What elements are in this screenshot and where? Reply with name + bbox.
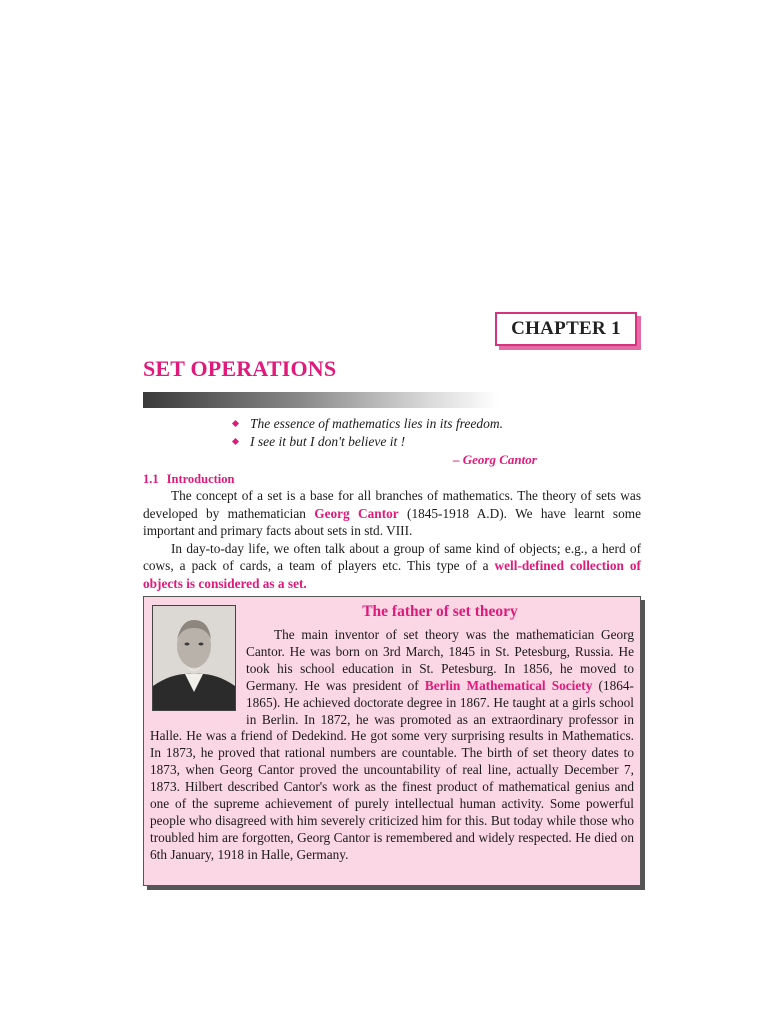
chapter-word: CHAPTER: [511, 318, 607, 339]
text-run: The concept of a set is a base for all branches of mathematics. The theory of sets was developed by mathematician: [143, 488, 641, 521]
intro-paragraph: [143, 487, 641, 540]
diamond-bullet-icon: [232, 420, 239, 427]
text-run: (1845-1918 A.D). We have learnt some important and primary facts about sets in std. VIII.: [143, 505, 641, 538]
highlight-society: Berlin Mathematical Society: [424, 677, 593, 693]
chapter-number: 1: [611, 318, 621, 339]
quote-item: [233, 415, 563, 433]
intro-paragraph: [143, 540, 641, 593]
section-title: Introduction: [166, 472, 235, 486]
text-run: In day-to-day life, we often talk about a group of same kind of objects; e.g., a herd of cows, a pack of cards, a team of players etc. This type of a: [143, 540, 641, 573]
chapter-label: [495, 312, 637, 346]
page-title: SET OPERATIONS: [143, 356, 337, 381]
section-number: 1.1: [143, 472, 159, 486]
quote-item: [233, 433, 563, 451]
highlight-definition: well-defined collection of objects is considered as a set.: [143, 558, 641, 591]
section-heading: [143, 472, 234, 487]
biography-box: [143, 596, 641, 886]
text-run: (1864-1865). He achieved doctorate degree in 1867. He taught at a girls school in Berlin. In 1872, he was promoted as an extraordinary professor in Halle. He was a friend of Dedekind. He got some very surprising results in Mathematics. In 1873, he proved that rational numbers are countable. The birth of set theory dates to 1873, when Georg Cantor proved the uncountability of real line, actually December 7, 1873. Hilbert described Cantor's work as the finest product of mathematical genius and one of the supreme achievement of purely intellectual human activity. Some powerful people who disagreed with him severely criticized him for this. But today while those who troubled him are forgotten, Georg Cantor is remembered and widely respected. He died on 6th January, 1918 in Halle, Germany.: [150, 677, 634, 862]
portrait-image: [152, 605, 236, 711]
epigraph: [233, 415, 563, 451]
quote-author: – Georg Cantor: [453, 452, 537, 467]
box-title: The father of set theory: [362, 603, 518, 620]
quote-text: I see it but I don't believe it !: [250, 434, 406, 449]
title-divider: [143, 392, 499, 408]
diamond-bullet-icon: [232, 438, 239, 445]
text-run: The main inventor of set theory was the mathematician Georg Cantor. He was born on 3rd March, 1845 in St. Petesburg, Russia. He took his school education in St. Petesburg. In 1856, he moved to Germany. He was president of: [246, 627, 634, 693]
highlight-name: Georg Cantor: [314, 505, 399, 521]
intro-text: [143, 487, 641, 592]
quote-text: The essence of mathematics lies in its freedom.: [250, 416, 503, 431]
